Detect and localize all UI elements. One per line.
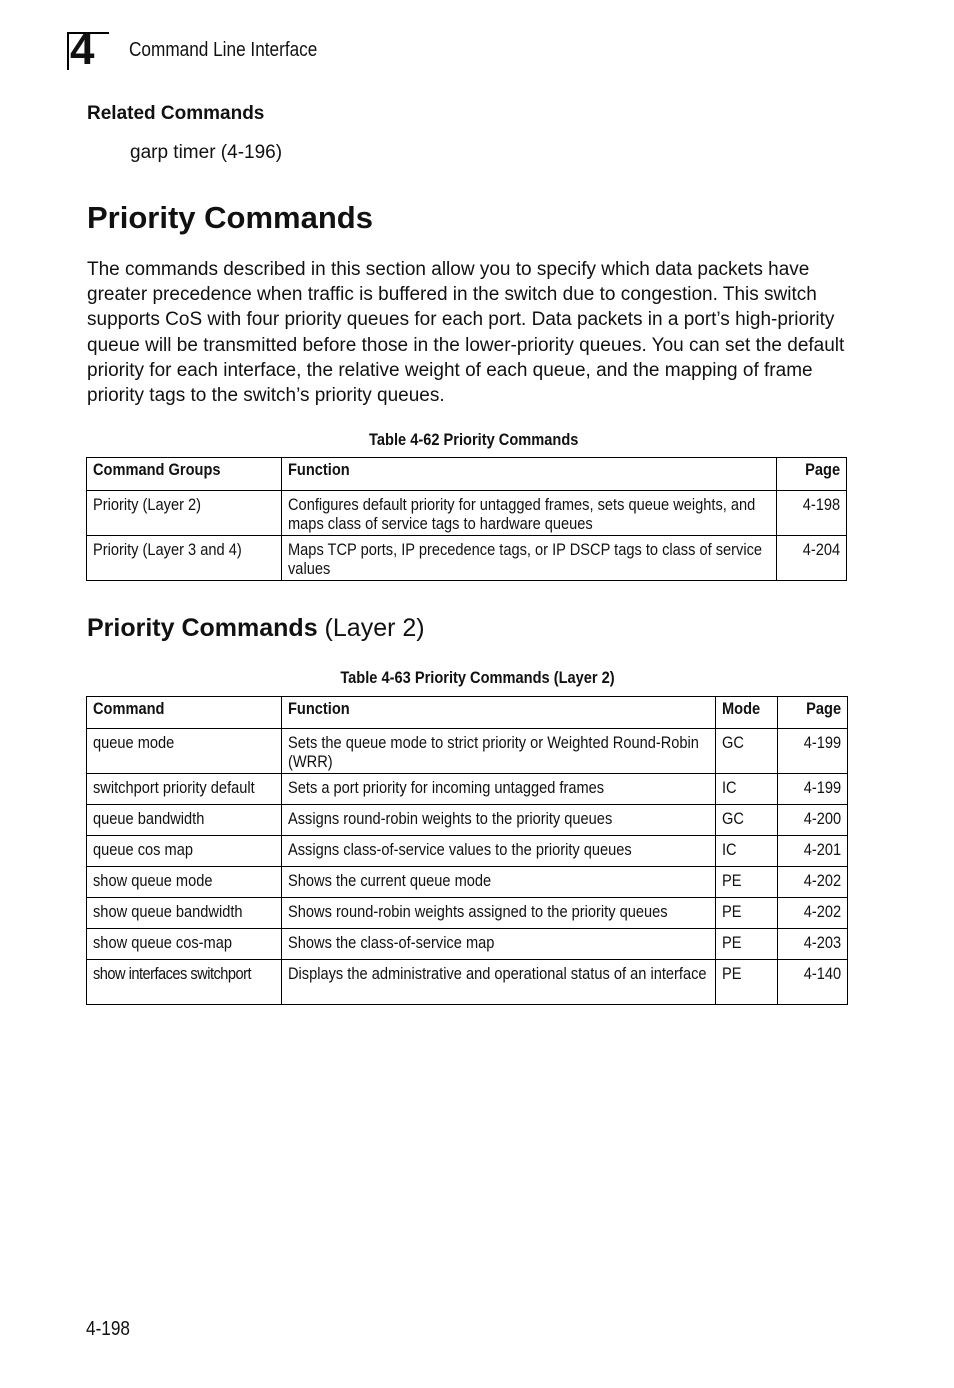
page-cell: 4-203 (778, 929, 848, 960)
command-cell: switchport priority default (87, 774, 282, 805)
related-command-link: garp timer (4-196) (130, 142, 283, 163)
subsection-title (87, 614, 425, 643)
mode-cell: PE (716, 929, 778, 960)
page-cell: 4-202 (778, 898, 848, 929)
intro-paragraph: The commands described in this section allow you to specify which data packets have greater precedence when traffic is buffered in the switch due to congestion. This switch supports CoS with four priority queues for each port. Data packets in a port’s high-priority queue will be transmitted before those in the lower-priority queues. You can set the default priority for each interface, the relative weight of each queue, and the mapping of frame priority tags to the switch’s priority queues. (87, 259, 845, 407)
column-header-command: Command (87, 697, 282, 729)
table-row (87, 867, 848, 898)
table-63-caption: Table 4-63 Priority Commands (Layer 2) (340, 668, 615, 687)
mode-cell: PE (716, 898, 778, 929)
table-row (87, 536, 847, 581)
command-cell: queue bandwidth (87, 805, 282, 836)
page-cell: 4-199 (778, 729, 848, 774)
function-cell: Assigns round-robin weights to the priority queues (281, 805, 715, 836)
related-commands-heading: Related Commands (87, 103, 265, 124)
function-cell: Shows round-robin weights assigned to the priority queues (281, 898, 715, 929)
command-group-cell: Priority (Layer 2) (87, 491, 282, 536)
table-row (87, 836, 848, 867)
command-cell: show queue bandwidth (87, 898, 282, 929)
page-cell: 4-200 (778, 805, 848, 836)
function-cell: Sets the queue mode to strict priority or Weighted Round-Robin (WRR) (281, 729, 715, 774)
function-cell: Maps TCP ports, IP precedence tags, or IP DSCP tags to class of service values (281, 536, 776, 581)
column-header-mode: Mode (716, 697, 778, 729)
function-cell: Displays the administrative and operational status of an interface (281, 960, 715, 1005)
mode-cell: PE (716, 960, 778, 1005)
column-header-page: Page (777, 458, 847, 491)
subsection-title-bold: Priority Commands (87, 614, 318, 642)
running-header: Command Line Interface (129, 39, 318, 61)
table-row (87, 774, 848, 805)
column-header-page: Page (778, 697, 848, 729)
command-cell: show queue cos-map (87, 929, 282, 960)
column-header-command-groups: Command Groups (87, 458, 282, 491)
page-cell: 4-199 (778, 774, 848, 805)
function-cell: Shows the current queue mode (281, 867, 715, 898)
table-row (87, 929, 848, 960)
column-header-function: Function (281, 697, 715, 729)
table-62-caption: Table 4-62 Priority Commands (369, 430, 579, 449)
column-header-function: Function (281, 458, 776, 491)
table-row (87, 960, 848, 1005)
table-header-row (87, 697, 848, 729)
command-cell: show queue mode (87, 867, 282, 898)
page-cell: 4-198 (777, 491, 847, 536)
table-row (87, 898, 848, 929)
function-cell: Sets a port priority for incoming untagged frames (281, 774, 715, 805)
page-cell: 4-140 (778, 960, 848, 1005)
mode-cell: IC (716, 774, 778, 805)
command-cell: queue mode (87, 729, 282, 774)
function-cell: Shows the class-of-service map (281, 929, 715, 960)
subsection-title-suffix: (Layer 2) (317, 614, 425, 642)
command-group-cell: Priority (Layer 3 and 4) (87, 536, 282, 581)
table-header-row (87, 458, 847, 491)
table-row (87, 729, 848, 774)
priority-commands-table (86, 457, 847, 581)
priority-commands-layer2-table (86, 696, 848, 1005)
mode-cell: GC (716, 805, 778, 836)
page-number: 4-198 (86, 1318, 130, 1340)
command-cell: show interfaces switchport (87, 960, 282, 1005)
page-cell: 4-204 (777, 536, 847, 581)
mode-cell: IC (716, 836, 778, 867)
table-row (87, 491, 847, 536)
function-cell: Configures default priority for untagged frames, sets queue weights, and maps class of service tags to hardware queues (281, 491, 776, 536)
function-cell: Assigns class-of-service values to the priority queues (281, 836, 715, 867)
page-cell: 4-201 (778, 836, 848, 867)
mode-cell: GC (716, 729, 778, 774)
chapter-number: 4 (70, 25, 94, 74)
mode-cell: PE (716, 867, 778, 898)
command-cell: queue cos map (87, 836, 282, 867)
section-title: Priority Commands (87, 200, 373, 235)
page-cell: 4-202 (778, 867, 848, 898)
table-row (87, 805, 848, 836)
